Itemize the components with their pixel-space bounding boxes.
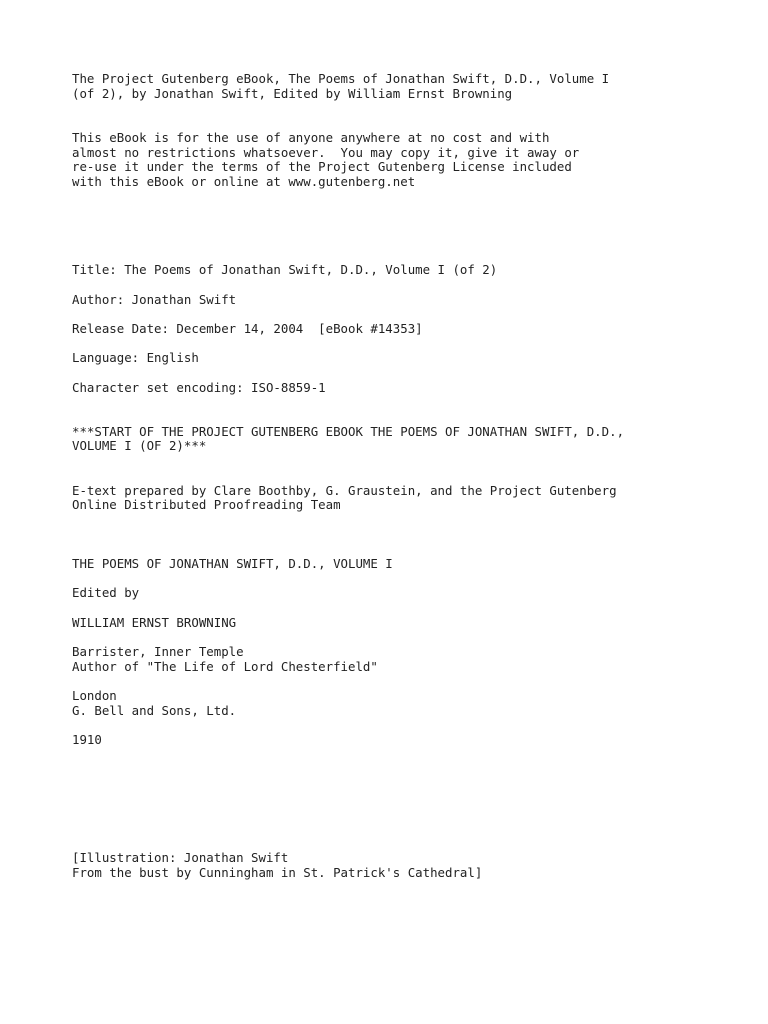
license-line-1: This eBook is for the use of anyone anywhere at no cost and with [72,129,550,145]
encoding-line: Character set encoding: ISO-8859-1 [72,379,326,395]
book-title: THE POEMS OF JONATHAN SWIFT, D.D., VOLUME I [72,556,393,572]
document-page [72,72,732,880]
metadata-block [72,263,732,395]
license-line-4: with this eBook or online at www.gutenberg.net [72,173,416,189]
license-block [72,131,732,190]
credits-line-1: E-text prepared by Clare Boothby, G. Graustein, and the Project Gutenberg [72,482,617,498]
editor-role-2: Author of "The Life of Lord Chesterfield" [72,658,378,674]
license-line-2: almost no restrictions whatsoever. You may copy it, give it away or [72,144,580,160]
header-line-2: (of 2), by Jonathan Swift, Edited by William Ernst Browning [72,85,513,101]
book-title-block [72,557,732,748]
start-marker-block [72,425,732,454]
header-block [72,72,732,101]
start-marker-line-2: VOLUME I (OF 2)*** [72,438,207,454]
illustration-line-1: [Illustration: Jonathan Swift [72,850,289,866]
author-line: Author: Jonathan Swift [72,291,237,307]
header-line-1: The Project Gutenberg eBook, The Poems of Jonathan Swift, D.D., Volume I [72,71,610,86]
credits-block [72,484,732,513]
illustration-caption [72,851,732,880]
publication-place: London [72,688,117,704]
credits-line-2: Online Distributed Proofreading Team [72,497,341,513]
editor-name: WILLIAM ERNST BROWNING [72,614,237,630]
language-line: Language: English [72,350,199,366]
license-line-3: re-use it under the terms of the Project Gutenberg License included [72,159,572,175]
edited-by-line: Edited by [72,585,140,601]
publisher: G. Bell and Sons, Ltd. [72,703,237,719]
title-line: Title: The Poems of Jonathan Swift, D.D., Volume I (of 2) [72,262,498,278]
release-date-line: Release Date: December 14, 2004 [eBook #14353] [72,320,423,336]
editor-role-1: Barrister, Inner Temple [72,644,244,660]
start-marker-line-1: ***START OF THE PROJECT GUTENBERG EBOOK THE POEMS OF JONATHAN SWIFT, D.D., [72,423,625,439]
publication-year: 1910 [72,732,102,748]
illustration-line-2: From the bust by Cunningham in St. Patrick's Cathedral] [72,864,483,880]
